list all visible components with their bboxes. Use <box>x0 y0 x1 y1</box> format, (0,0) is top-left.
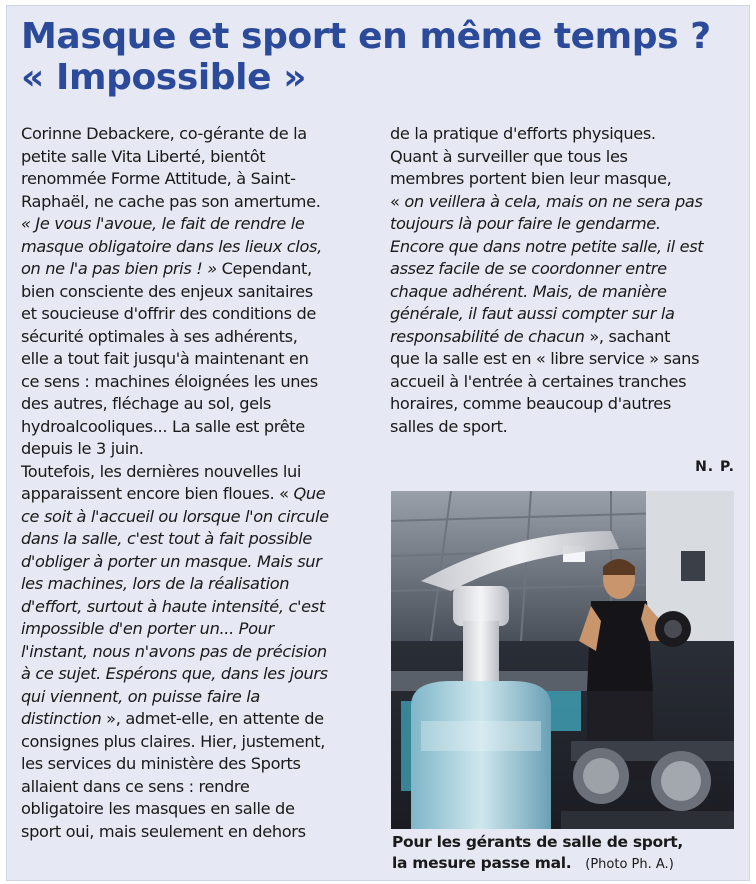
text-line <box>21 686 373 709</box>
text-line: de la pratique d'efforts physiques. <box>390 124 656 143</box>
article-column-right <box>390 123 743 438</box>
text-line: Corinne Debackere, co-gérante de la <box>21 124 307 143</box>
text-line: renommée Forme Attitude, à Saint- <box>21 169 296 188</box>
text-line: accueil à l'entrée à certaines tranches <box>390 371 687 391</box>
quote-text: impossible d'en porter un... Pour <box>21 619 274 638</box>
text-line <box>21 708 373 731</box>
photo-credit: (Photo Ph. A.) <box>585 857 674 872</box>
text-line: Toutefois, les dernières nouvelles lui <box>21 461 302 481</box>
quote-text: Encore que dans notre petite salle, il est <box>390 236 704 256</box>
quote-text: distinction <box>21 709 102 728</box>
text-line: les services du ministère des Sports <box>21 754 301 773</box>
text-line: depuis le 3 juin. <box>21 439 144 458</box>
text-line <box>21 641 373 664</box>
text-run: », admet-elle, en attente de <box>101 709 324 728</box>
text-line: des autres, fléchage au sol, gels <box>21 394 272 413</box>
quote-text: masque obligatoire dans les lieux clos, <box>21 236 322 256</box>
photo-caption <box>392 832 744 875</box>
text-line <box>390 191 743 214</box>
article-column-left <box>21 123 373 843</box>
text-line <box>21 528 373 551</box>
text-line <box>21 596 373 619</box>
text-line <box>21 573 373 596</box>
quote-text: on ne l'a pas bien pris ! » <box>21 259 217 278</box>
quote-text: à ce sujet. Espérons que, dans les jours <box>21 664 328 683</box>
wall-sign <box>681 551 705 581</box>
author-signature: N. P. <box>695 459 735 475</box>
text-line <box>21 483 373 506</box>
text-line: bien consciente des enjeux sanitaires <box>21 281 313 301</box>
text-line: ce sens : machines éloignées les unes <box>21 371 318 391</box>
text-run: « <box>390 191 405 211</box>
text-line <box>21 236 373 259</box>
text-line: Quant à surveiller que tous les <box>390 146 628 166</box>
text-line: et soucieuse d'offrir des conditions de <box>21 304 317 323</box>
quote-text: ce soit à l'accueil ou lorsque l'on circule <box>21 506 329 526</box>
quote-text: l'instant, nous n'avons pas de précision <box>21 641 327 661</box>
text-run: », sachant <box>584 326 671 346</box>
text-line <box>21 258 373 281</box>
headline-line-1: Masque et sport en même temps ? <box>21 16 711 57</box>
quote-text: responsabilité de chacun <box>390 326 585 346</box>
quote-text: assez facile de se coordonner entre <box>390 259 667 278</box>
caption-line <box>392 832 744 853</box>
text-line: petite salle Vita Liberté, bientôt <box>21 146 266 166</box>
caption-text: Pour les gérants de salle de sport, <box>392 833 683 851</box>
quote-text: qui viennent, on puisse faire la <box>21 686 260 706</box>
article-page <box>6 5 750 881</box>
text-line <box>390 236 743 259</box>
text-run: apparaissent encore bien floues. « <box>21 484 294 503</box>
quote-text: générale, il faut aussi compter sur la <box>390 304 675 323</box>
text-line: Raphaël, ne cache pas son amertume. <box>21 191 321 211</box>
quote-text: toujours là pour faire le gendarme. <box>390 214 661 233</box>
quote-text: dans la salle, c'est tout à fait possible <box>21 529 313 548</box>
text-line: hydroalcooliques... La salle est prête <box>21 416 305 436</box>
text-line <box>21 506 373 529</box>
text-line <box>21 618 373 641</box>
text-line: allaient dans ce sens : rendre <box>21 776 250 796</box>
text-line <box>390 281 743 304</box>
text-line: elle a tout fait jusqu'à maintenant en <box>21 349 309 368</box>
quote-text: Que <box>293 484 326 503</box>
text-line: consignes plus claires. Hier, justement, <box>21 731 326 751</box>
quote-text: d'effort, surtout à haute intensité, c'est <box>21 596 325 616</box>
text-line <box>390 303 743 326</box>
text-line: obligatoire les masques en salle de <box>21 799 295 818</box>
headline-line-2: « Impossible » <box>21 57 307 98</box>
quote-text: les machines, lors de la réalisation <box>21 574 290 593</box>
text-line: horaires, comme beaucoup d'autres <box>390 394 671 413</box>
text-line <box>390 213 743 236</box>
text-line <box>21 213 373 236</box>
text-line <box>390 258 743 281</box>
quote-text: d'obliger à porter un masque. Mais sur <box>21 551 322 571</box>
dumbbell <box>655 611 691 647</box>
gym-photo-illustration <box>391 491 734 829</box>
text-line: sport oui, mais seulement en dehors <box>21 821 306 841</box>
text-line <box>21 551 373 574</box>
text-run: Cependant, <box>216 259 312 278</box>
text-line: sécurité optimales à ses adhérents, <box>21 326 298 346</box>
text-line: membres portent bien leur masque, <box>390 169 672 188</box>
caption-line <box>392 853 744 875</box>
text-line <box>390 326 743 349</box>
text-line: que la salle est en « libre service » sans <box>390 349 700 368</box>
quote-text: chaque adhérent. Mais, de manière <box>390 281 667 301</box>
text-line: salles de sport. <box>390 416 508 436</box>
article-photo <box>391 491 734 829</box>
text-line <box>21 663 373 686</box>
caption-text: la mesure passe mal. <box>392 854 572 872</box>
quote-text: « Je vous l'avoue, le fait de rendre le <box>21 214 305 233</box>
article-headline <box>21 16 741 98</box>
quote-text: on veillera à cela, mais on ne sera pas <box>404 191 703 211</box>
